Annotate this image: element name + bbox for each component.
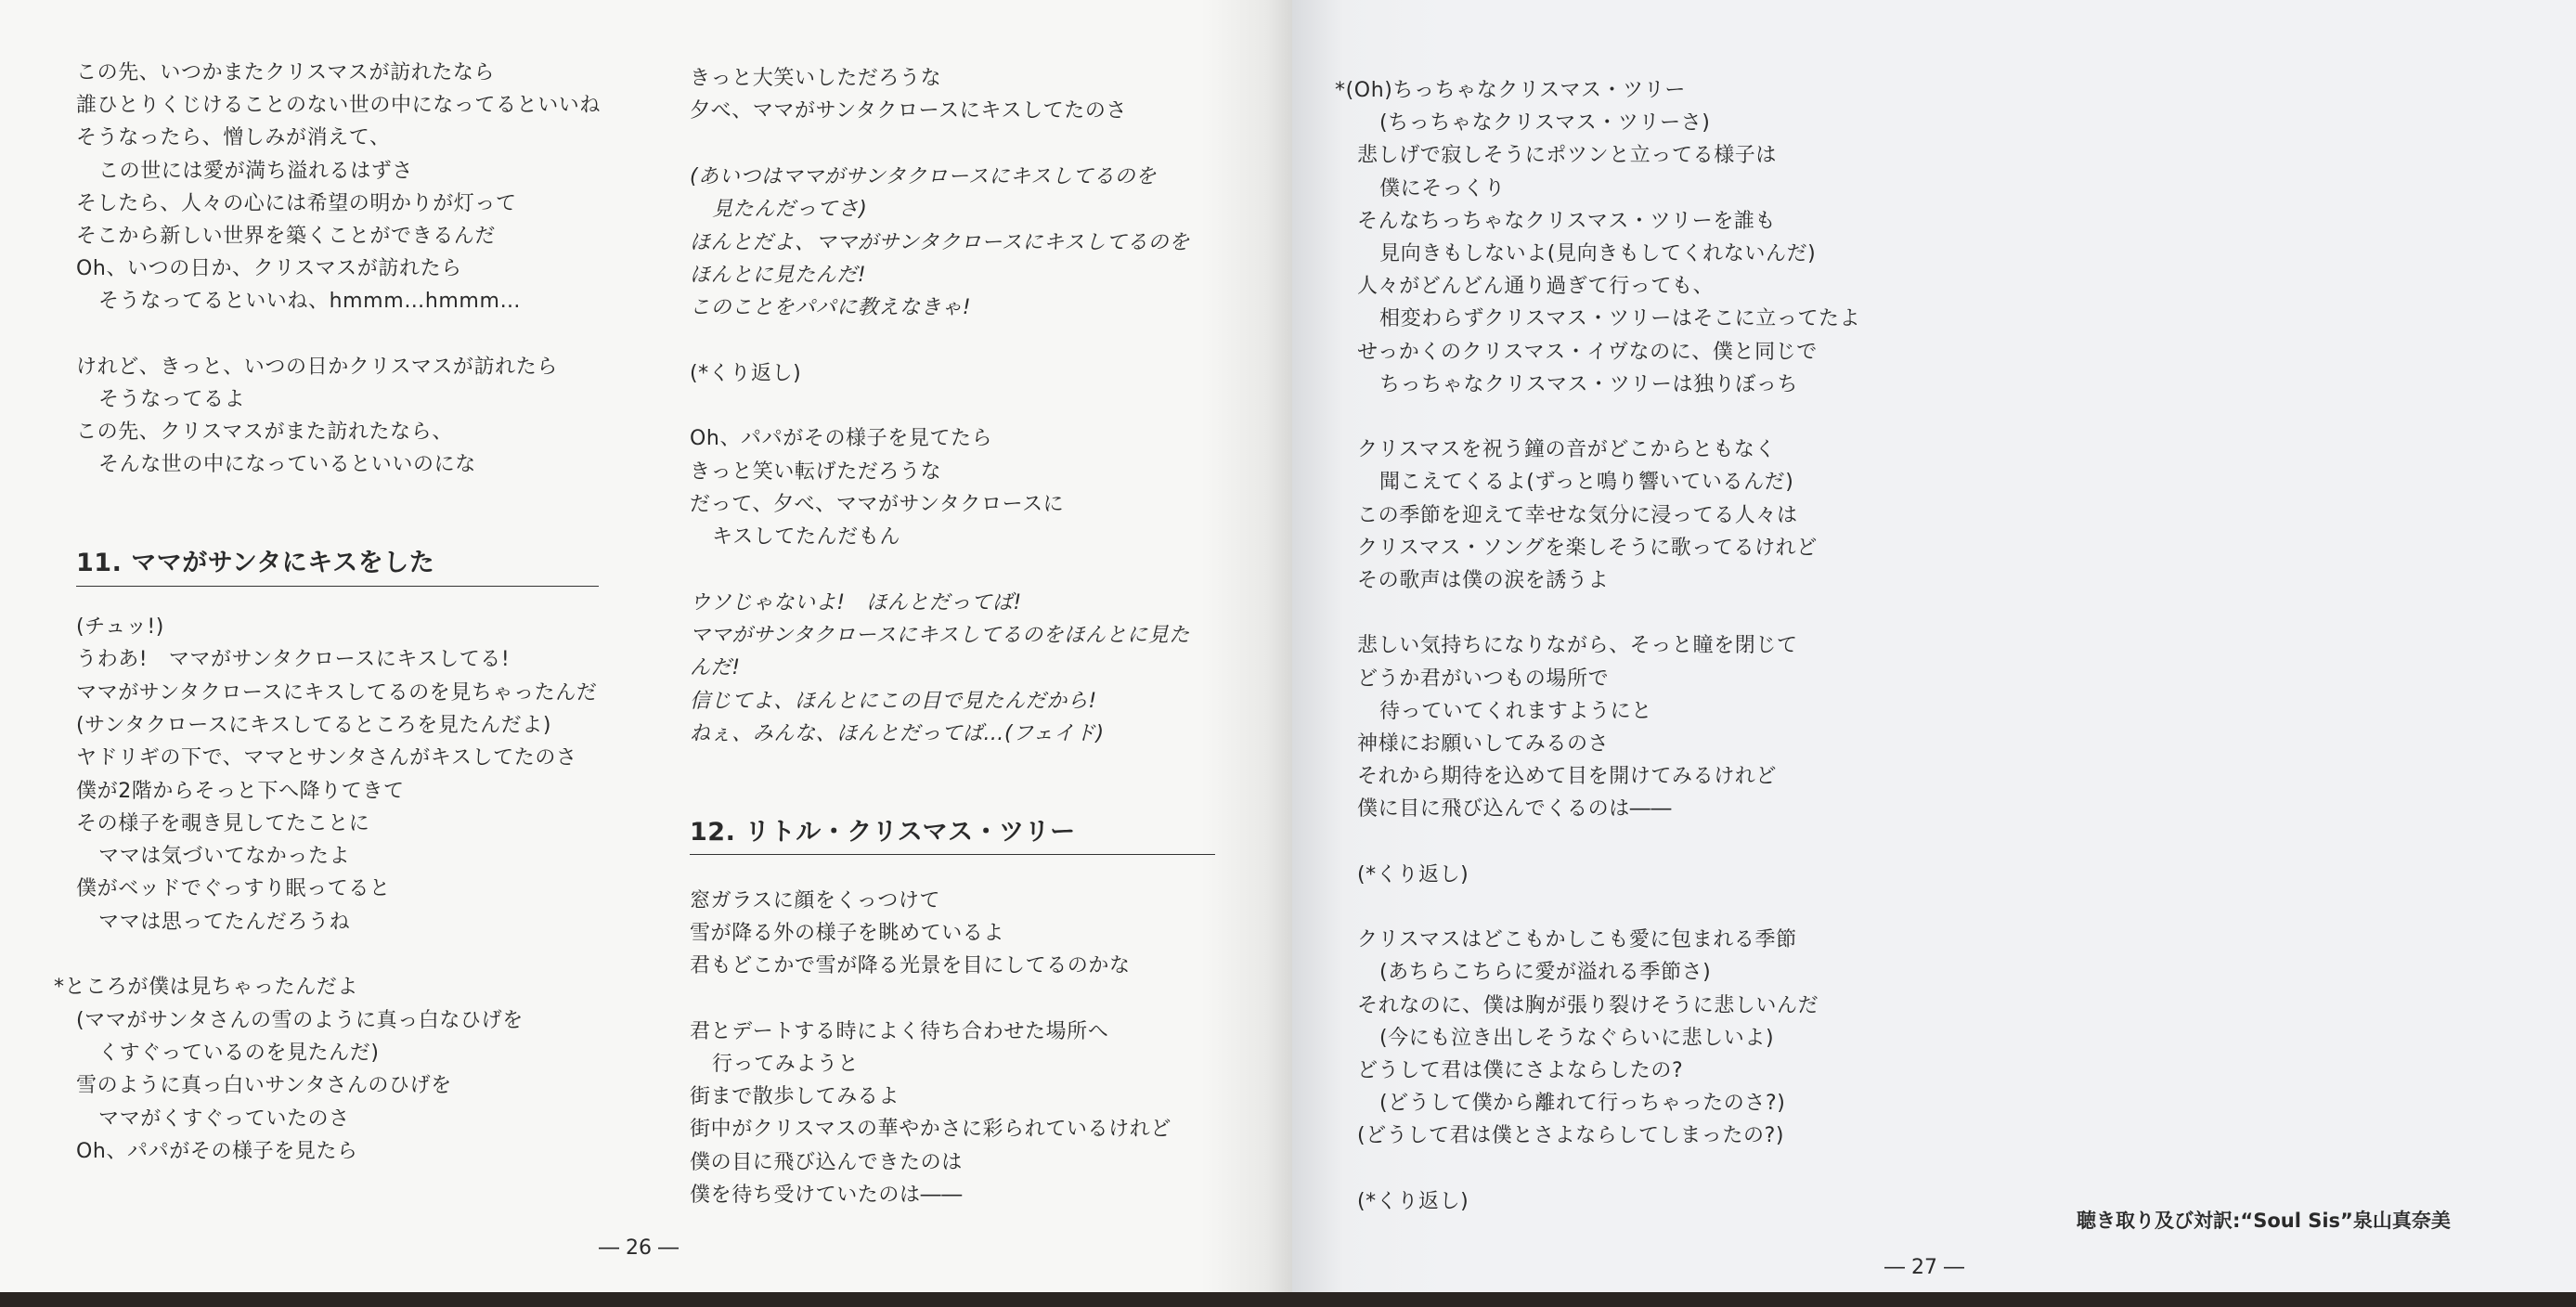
lyric-line: (あいつはママがサンタクロースにキスしてるのを [690, 164, 1157, 188]
lyric-line: 見たんだってさ) [712, 198, 868, 222]
lyric-line: クリスマスはどこもかしこも愛に包まれる季節 [1357, 928, 1797, 952]
lyric-line: *ところが僕は見ちゃったんだよ [54, 976, 359, 1000]
lyric-line: 街まで散歩してみるよ [690, 1085, 900, 1109]
lyric-line: (あちらこちらに愛が溢れる季節さ) [1379, 961, 1712, 985]
lyric-line: 神様にお願いしてみるのさ [1357, 732, 1610, 756]
lyric-line: そしたら、人々の心には希望の明かりが灯って [76, 191, 517, 215]
lyric-line: キスしてたんだもん [712, 525, 900, 550]
lyric-line: (チュッ!) [76, 615, 164, 639]
lyric-line: ママがくすぐっていたのさ [98, 1106, 350, 1131]
lyric-line: (サンタクロースにキスしてるところを見たんだよ) [76, 713, 552, 737]
lyric-line: そんなちっちゃなクリスマス・ツリーを誰も [1357, 209, 1777, 233]
lyric-line: クリスマス・ソングを楽しそうに歌ってるけれど [1357, 536, 1818, 560]
lyric-line: 君とデートする時によく待ち合わせた場所へ [690, 1019, 1109, 1043]
lyric-line: その歌声は僕の涙を誘うよ [1357, 569, 1610, 592]
lyric-line: ママがサンタクロースにキスしてるのをほんとに見た [690, 624, 1190, 648]
lyric-line: クリスマスを祝う鐘の音がどこからともなく [1357, 438, 1777, 462]
lyric-line: 夕べ、ママがサンタクロースにキスしてたのさ [690, 99, 1128, 123]
lyric-line: この季節を迎えて幸せな気分に浸ってる人々は [1357, 503, 1798, 527]
lyric-line: この世には愛が満ち溢れるはずさ [98, 159, 414, 183]
lyric-line: 人々がどんどん通り過ぎて行っても、 [1357, 275, 1715, 299]
page-number-26: ― 26 ― [599, 1236, 679, 1260]
lyric-line: (*くり返し) [1357, 862, 1469, 886]
lyric-line: 悲しい気持ちになりながら、そっと瞳を閉じて [1357, 634, 1798, 658]
heading-rule-11 [76, 586, 599, 587]
lyric-line: きっと笑い転げただろうな [690, 459, 942, 484]
lyric-line: それから期待を込めて目を開けてみるけれど [1357, 765, 1778, 789]
lyric-line: うわあ! ママがサンタクロースにキスしてる! [76, 648, 511, 672]
lyric-line: 行ってみようと [712, 1053, 860, 1076]
lyric-line: Oh、いつの日か、クリスマスが訪れたら [76, 257, 462, 281]
lyric-line: 信じてよ、ほんとにこの目で見たんだから! [690, 689, 1097, 713]
lyric-line: *(Oh)ちっちゃなクリスマス・ツリー [1335, 79, 1686, 102]
lyric-line: 窓ガラスに顔をくっつけて [690, 889, 941, 912]
lyric-line: 待っていてくれますようにと [1379, 699, 1652, 723]
lyric-line: そうなったら、憎しみが消えて、 [76, 126, 391, 150]
lyric-line: 僕に目に飛び込んでくるのは―― [1357, 797, 1673, 822]
lyric-line: (*くり返し) [1357, 1189, 1469, 1213]
lyric-line: (今にも泣き出しそうなぐらいに悲しいよ) [1379, 1026, 1775, 1050]
lyric-line: Oh、パパがその様子を見てたら [690, 427, 993, 451]
page-number-27: ― 27 ― [1884, 1256, 1964, 1279]
lyric-line: 僕の目に飛び込んできたのは [690, 1150, 963, 1174]
lyric-line: ねぇ、みんな、ほんとだってば…(フェイド) [690, 722, 1105, 745]
lyric-line: ヤドリギの下で、ママとサンタさんがキスしてたのさ [76, 746, 577, 770]
lyric-line: んだ! [690, 656, 741, 680]
lyric-line: (どうして君は僕とさよならしてしまったの?) [1357, 1124, 1785, 1148]
lyric-line: ママがサンタクロースにキスしてるのを見ちゃったんだ [76, 680, 598, 705]
lyric-line: ほんとだよ、ママがサンタクロースにキスしてるのを [690, 230, 1190, 254]
lyric-line: (ちっちゃなクリスマス・ツリーさ) [1379, 111, 1711, 136]
lyric-line: このことをパパに教えなきゃ! [690, 296, 972, 320]
lyric-line: どうして君は僕にさよならしたの? [1357, 1059, 1684, 1082]
lyric-line: 街中がクリスマスの華やかさに彩られているけれど [690, 1118, 1171, 1142]
heading-rule-12 [690, 854, 1215, 855]
lyric-line: ほんとに見たんだ! [690, 263, 867, 287]
lyric-line: そんな世の中になっているといいのにな [98, 453, 476, 477]
translation-credit: 聴き取り及び対訳:“Soul Sis”泉山真奈美 [2077, 1210, 2451, 1232]
lyric-line: どうか君がいつもの場所で [1357, 666, 1610, 691]
lyric-line: 雪が降る外の様子を眺めているよ [690, 922, 1005, 946]
lyric-line: ちっちゃなクリスマス・ツリーは独りぼっち [1379, 372, 1799, 396]
lyric-line: その様子を覗き見してたことに [76, 811, 370, 835]
lyric-line: 雪のように真っ白いサンタさんのひげを [76, 1074, 452, 1098]
lyric-line: この先、いつかまたクリスマスが訪れたなら [76, 61, 496, 84]
lyric-line: そこから新しい世界を築くことができるんだ [76, 225, 497, 248]
lyric-line: せっかくのクリスマス・イヴなのに、僕と同じで [1357, 340, 1818, 364]
lyric-line: そうなってるといいね、hmmm…hmmm… [98, 290, 522, 314]
left-page [0, 0, 1292, 1292]
lyric-line: 僕がベッドでぐっすり眠ってると [76, 877, 391, 901]
lyric-line: ママは思ってたんだろうね [98, 910, 351, 934]
lyric-line: 僕にそっくり [1379, 176, 1506, 201]
lyric-line: 見向きもしないよ(見向きもしてくれないんだ) [1379, 242, 1817, 265]
lyric-line: それなのに、僕は胸が張り裂けそうに悲しいんだ [1357, 993, 1819, 1017]
lyric-line: 誰ひとりくじけることのない世の中になってるといいね [76, 94, 602, 118]
lyric-line: きっと大笑いしただろうな [690, 67, 942, 90]
lyric-line: そうなってるよ [98, 388, 246, 411]
lyric-line: 僕が2階からそっと下へ降りてきて [76, 779, 405, 803]
lyric-line: (ママがサンタさんの雪のように真っ白なひげを [76, 1008, 524, 1032]
lyric-line: だって、夕べ、ママがサンタクロースに [690, 492, 1065, 516]
lyric-line: この先、クリスマスがまた訪れたなら、 [76, 421, 453, 445]
song-heading-12: 12. リトル・クリスマス・ツリー [690, 818, 1076, 847]
song-heading-11: 11. ママがサンタにキスをした [76, 549, 435, 577]
lyric-line: 相変わらずクリスマス・ツリーはそこに立ってたよ [1379, 307, 1861, 331]
lyric-line: 君もどこかで雪が降る光景を目にしてるのかな [690, 954, 1131, 978]
lyric-line: けれど、きっと、いつの日かクリスマスが訪れたら [76, 355, 558, 379]
lyric-line: 僕を待ち受けていたのは―― [690, 1183, 963, 1207]
lyric-line: Oh、パパがその様子を見たら [76, 1139, 358, 1163]
lyric-line: 悲しげで寂しそうにポツンと立ってる様子は [1357, 144, 1778, 168]
lyric-line: (どうして僕から離れて行っちゃったのさ?) [1379, 1092, 1786, 1116]
right-page [1292, 0, 2576, 1292]
lyric-line: ママは気づいてなかったよ [98, 845, 351, 869]
lyric-line: ウソじゃないよ! ほんとだってば! [690, 590, 1022, 615]
lyric-line: (*くり返し) [690, 361, 802, 385]
lyric-line: 聞こえてくるよ(ずっと鳴り響いているんだ) [1379, 471, 1794, 495]
lyric-line: くすぐっているのを見たんだ) [98, 1041, 380, 1065]
